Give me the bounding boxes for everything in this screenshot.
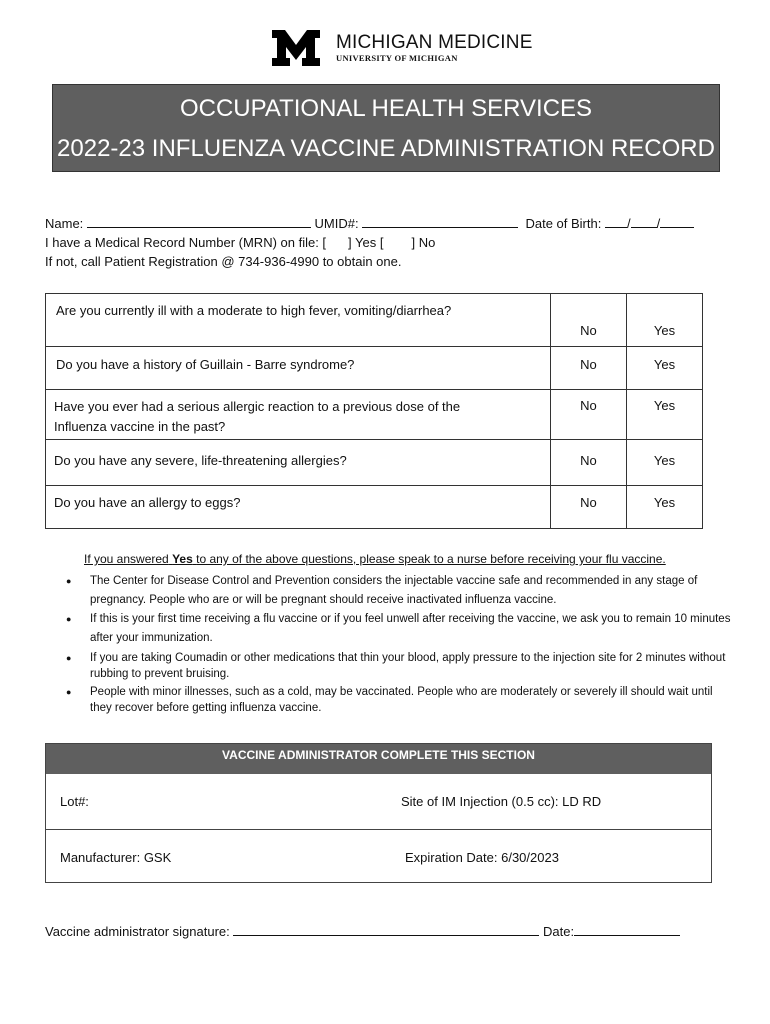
note-text-before: If you answered [84, 552, 169, 566]
michigan-medicine-logo [270, 28, 533, 68]
block-m-icon [270, 29, 322, 67]
answer-no[interactable]: No [550, 294, 626, 347]
question-text: Have you ever had a serious allergic reaction to a previous dose of the Influenza vaccine in the past? [46, 390, 551, 440]
signature-field[interactable] [233, 924, 539, 936]
mrn-yes-label: ] Yes [ [348, 235, 384, 250]
question-text: Do you have an allergy to eggs? [46, 486, 551, 529]
note-text-bold: Yes [172, 552, 193, 566]
table-row [46, 486, 703, 529]
list-item: ● The Center for Disease Control and Prevention considers the injectable vaccine safe and recommended in any stage of pregnancy. People who are or will be pregnant should receive inactivated influenza vaccine. [66, 572, 731, 610]
name-field[interactable] [87, 216, 311, 228]
administrator-section-heading: VACCINE ADMINISTRATOR COMPLETE THIS SECTION [46, 744, 711, 774]
dob-year-field[interactable] [660, 216, 694, 228]
page-title-line1: OCCUPATIONAL HEALTH SERVICES [179, 95, 593, 122]
dob-month-field[interactable] [605, 216, 627, 228]
screening-questions-table [45, 293, 703, 529]
umid-label: UMID#: [314, 216, 359, 231]
dob-label: Date of Birth: [525, 216, 602, 231]
signature-date-field[interactable] [574, 924, 680, 936]
registration-text: If not, call Patient Registration @ 734-936-4990 to obtain one. [45, 254, 402, 269]
logo-subtitle: UNIVERSITY OF MICHIGAN [336, 53, 458, 64]
question-text: Do you have a history of Guillain - Barre syndrome? [46, 347, 551, 390]
question-text: Do you have any severe, life-threatening allergies? [46, 440, 551, 486]
yes-answer-note [84, 552, 666, 566]
umid-field[interactable] [362, 216, 518, 228]
list-item: ● If you are taking Coumadin or other medications that thin your blood, apply pressure to the injection site for 2 minutes without rubbing to prevent bruising. [66, 650, 731, 682]
signature-line [45, 924, 680, 939]
answer-no[interactable]: No [550, 440, 626, 486]
table-row [46, 390, 703, 440]
dob-day-field[interactable] [631, 216, 657, 228]
logo-title: MICHIGAN MEDICINE [336, 32, 533, 54]
answer-yes[interactable]: Yes [626, 390, 702, 440]
manufacturer-label: Manufacturer: GSK [60, 850, 172, 865]
manufacturer-row [46, 829, 711, 884]
mrn-question: I have a Medical Record Number (MRN) on file: [ [45, 235, 327, 250]
answer-no[interactable]: No [550, 347, 626, 390]
signature-label: Vaccine administrator signature: [45, 924, 230, 939]
administrator-section [45, 743, 712, 883]
answer-yes[interactable]: Yes [626, 440, 702, 486]
name-label: Name: [45, 216, 84, 231]
injection-site-label: Site of IM Injection (0.5 cc): LD RD [401, 794, 602, 809]
note-text-after: to any of the above questions, please speak to a nurse before receiving your flu vaccine. [196, 552, 666, 566]
page-title-line2: 2022-23 INFLUENZA VACCINE ADMINISTRATION RECORD [57, 135, 715, 162]
guidance-list [66, 572, 731, 716]
expiration-label: Expiration Date: 6/30/2023 [405, 850, 559, 865]
table-row [46, 294, 703, 347]
answer-yes[interactable]: Yes [626, 294, 702, 347]
mrn-no-label: ] No [411, 235, 436, 250]
list-item: ● If this is your first time receiving a flu vaccine or if you feel unwell after receiving the vaccine, we ask you to remain 10 minutes after your immunization. [66, 610, 731, 648]
table-row [46, 440, 703, 486]
question-text: Are you currently ill with a moderate to high fever, vomiting/diarrhea? [46, 294, 551, 347]
title-banner [52, 84, 720, 172]
signature-date-label: Date: [543, 924, 575, 939]
list-item: ● People with minor illnesses, such as a cold, may be vaccinated. People who are moderately or severely ill should wait until they recover before getting influenza vaccine. [66, 684, 731, 716]
answer-no[interactable]: No [550, 486, 626, 529]
patient-info: Name: UMID#: Date of Birth: / / I have a Medical Record Number (MRN) on file: [ ] Yes [ ] No If not, call Patient Registration @ 734-936-4990 to obtain one. [45, 214, 694, 271]
answer-yes[interactable]: Yes [626, 486, 702, 529]
lot-row [46, 774, 711, 829]
table-row [46, 347, 703, 390]
lot-label: Lot#: [60, 794, 89, 809]
answer-no[interactable]: No [550, 390, 626, 440]
answer-yes[interactable]: Yes [626, 347, 702, 390]
